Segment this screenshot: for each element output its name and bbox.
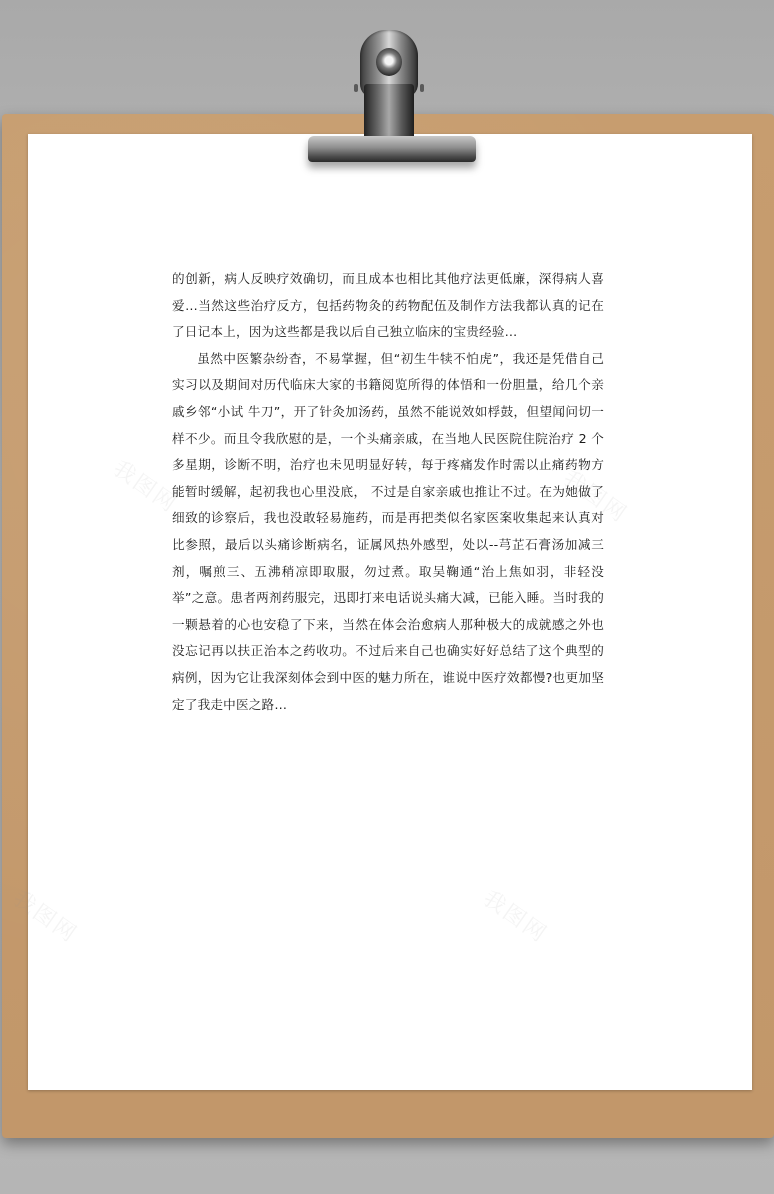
paragraph-1: 的创新，病人反映疗效确切，而且成本也相比其他疗法更低廉，深得病人喜爱…当然这些治疗反方，包括药物灸的药物配伍及制作方法我都认真的记在了日记本上，因为这些都是我以后自己独立临床的宝贵经验…	[172, 271, 604, 340]
clip-rivet-icon	[354, 84, 358, 92]
paragraph-2: 虽然中医繁杂纷杳，不易掌握，但“初生牛犊不怕虎”，我还是凭借自己实习以及期间对历代临床大家的书籍阅览所得的体悟和一份胆量，给几个亲戚乡邻“小试 牛刀”，开了针灸加汤药，虽然不能说效如桴鼓，但望闻问切一样不少。而且令我欣慰的是，一个头痛亲戚，在当地人民医院住院治疗 2 个多星期，诊断不明，治疗也未见明显好转，每于疼痛发作时需以止痛药物方能暂时缓解，起初我也心里没底， 不过是自家亲戚也推让不过。在为她做了细致的诊察后，我也没敢轻易施药，而是再把类似名家医案收集起来认真对比参照，最后以头痛诊断病名，证属风热外感型，处以--芎芷石膏汤加减三剂，嘱煎三、五沸稍凉即取服，勿过煮。取吴鞠通“治上焦如羽，非轻没举”之意。患者两剂药服完，迅即打来电话说头痛大减，已能入睡。当时我的一颗悬着的心也安稳了下来，当然在体会治愈病人那种极大的成就感之外也没忘记再以扶正治本之药收功。不过后来自己也确实好好总结了这个典型的病例，因为它让我深刻体会到中医的魅力所在，谁说中医疗效都慢?也更加坚定了我走中医之路…	[172, 350, 604, 712]
document-body	[172, 266, 604, 718]
clip-rivet-icon	[420, 84, 424, 92]
watermark: 我图网	[478, 886, 552, 949]
watermark: 我图网	[108, 456, 182, 519]
clip-base-icon	[308, 136, 476, 162]
watermark: 我图网	[8, 886, 82, 949]
watermark: 我图网	[558, 466, 632, 529]
binder-clip	[292, 28, 484, 178]
clip-hole-icon	[376, 48, 402, 76]
